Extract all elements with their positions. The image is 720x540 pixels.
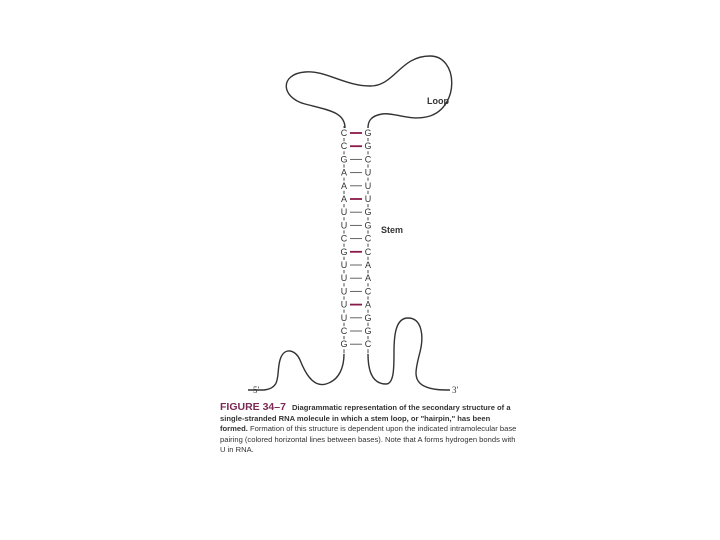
five-prime-label: 5′	[253, 385, 260, 395]
right-base: G	[364, 220, 372, 231]
right-base: A	[364, 273, 372, 284]
left-base: C	[340, 326, 348, 336]
backbone-lines	[248, 56, 452, 390]
left-base: A	[340, 167, 348, 178]
left-base: G	[340, 246, 348, 257]
right-base: U	[364, 194, 372, 204]
left-base: U	[340, 312, 348, 323]
left-base: U	[340, 273, 348, 284]
right-base: G	[364, 128, 372, 138]
figure-label: FIGURE 34–7	[220, 401, 286, 413]
left-base: U	[340, 220, 348, 231]
right-base: G	[364, 326, 372, 336]
stem-label: Stem	[381, 225, 404, 235]
right-base: U	[364, 180, 372, 191]
right-base: C	[364, 339, 372, 350]
right-base: A	[364, 299, 372, 310]
caption-body: Formation of this structure is dependent upon the indicated intramolecular base pairing (colored horizontal lines between bases). Note that A forms hydrogen bonds with U in RNA.	[220, 424, 517, 455]
left-base: U	[340, 207, 348, 218]
right-base: C	[364, 246, 372, 257]
loop-label: Loop	[427, 96, 449, 106]
left-base: G	[340, 154, 348, 165]
left-base: G	[340, 339, 348, 350]
left-base: A	[340, 180, 348, 191]
five-prime-tail	[248, 351, 344, 390]
loop-curve	[286, 56, 452, 128]
right-base: C	[364, 286, 372, 297]
three-prime-label: 3′	[452, 385, 459, 395]
left-base: C	[340, 233, 348, 244]
figure-caption	[220, 402, 520, 456]
stem-bases	[340, 126, 371, 353]
left-base: U	[340, 286, 348, 297]
left-base: U	[340, 260, 348, 270]
right-base: C	[364, 154, 372, 165]
left-base: A	[340, 194, 348, 204]
three-prime-tail	[368, 318, 450, 390]
right-base: A	[364, 260, 372, 270]
caption-lead: Diagrammatic representation of the secondary structure of a single-stranded RNA molecule in which a stem loop, or "hairpin," has been formed.	[220, 403, 511, 434]
right-base: C	[364, 233, 372, 244]
right-base: G	[364, 312, 372, 323]
right-base: U	[364, 167, 372, 178]
right-base: G	[364, 141, 372, 152]
left-base: U	[340, 299, 348, 310]
left-base: C	[340, 141, 348, 152]
left-base: C	[340, 128, 348, 138]
right-base: G	[364, 207, 372, 218]
